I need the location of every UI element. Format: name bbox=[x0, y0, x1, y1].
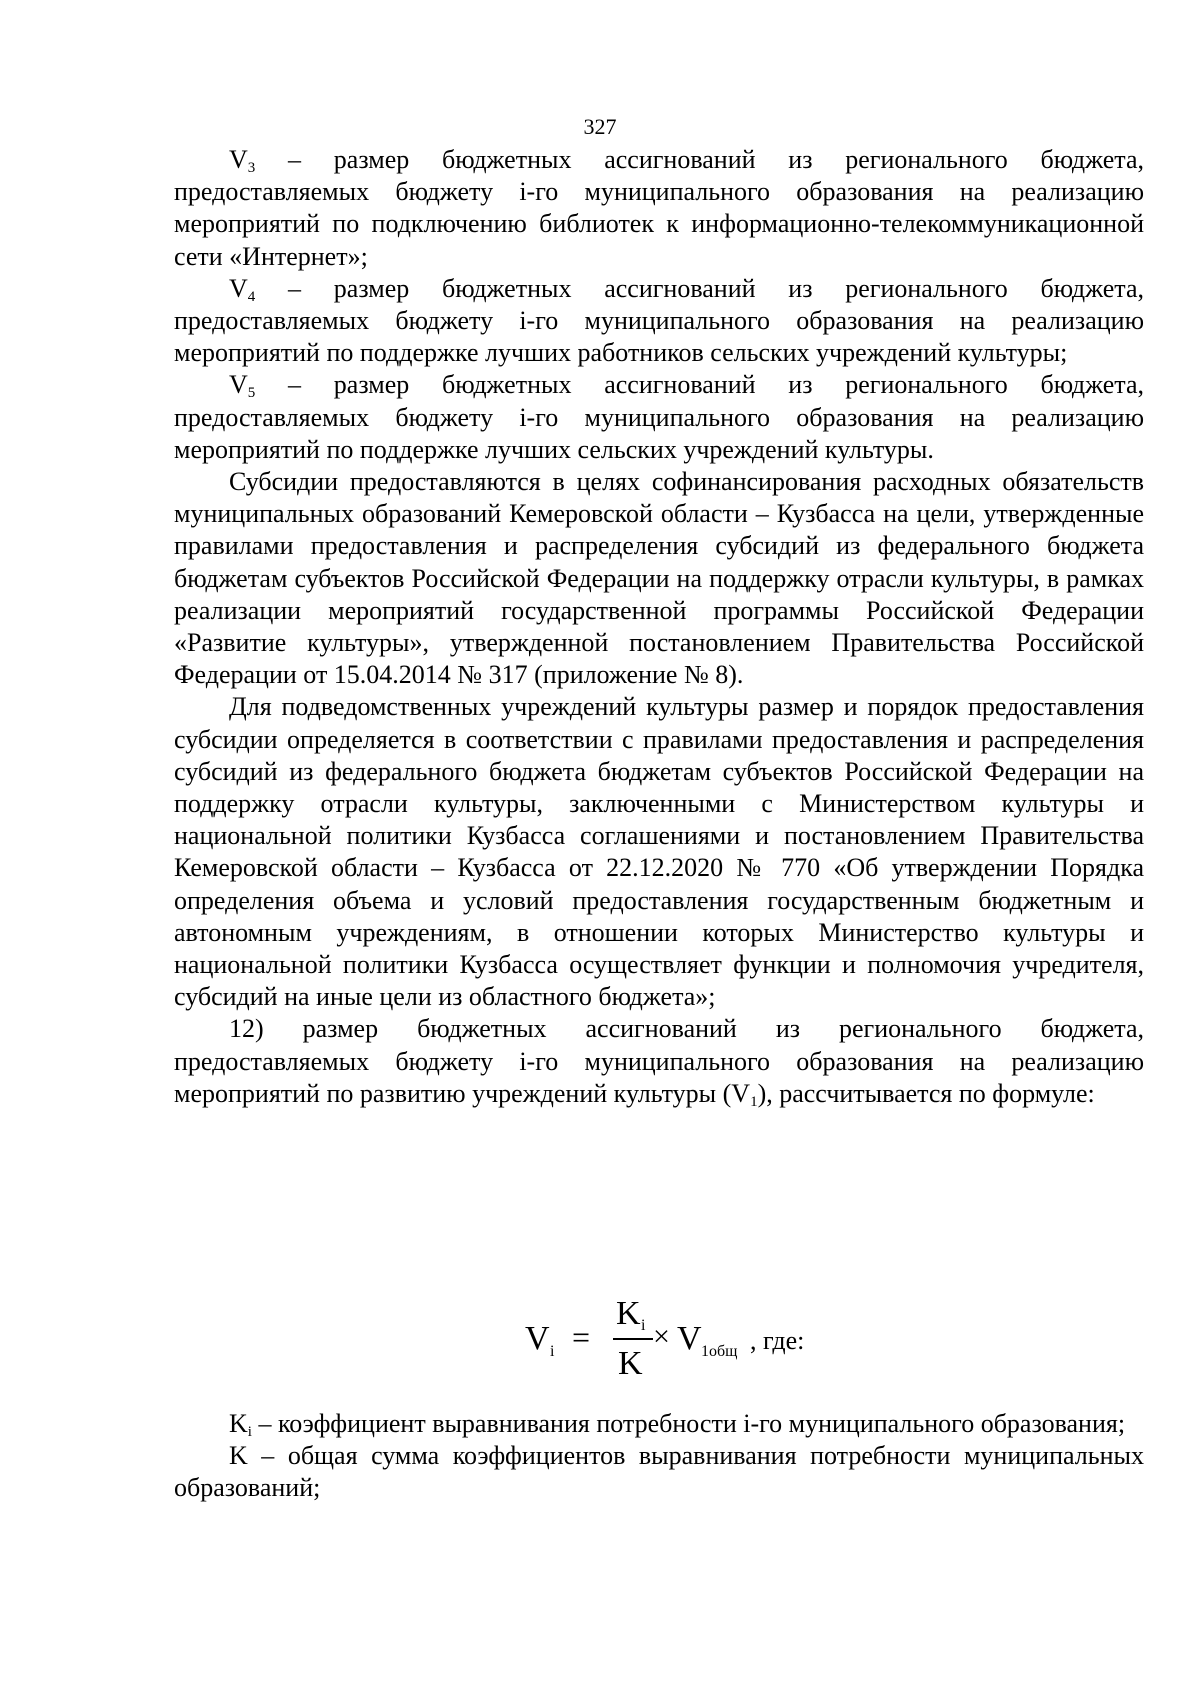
formula-rhs-subscript: 1общ bbox=[701, 1343, 738, 1360]
paragraph-item-12 bbox=[174, 1013, 1144, 1110]
formula bbox=[525, 1294, 925, 1384]
paragraph-subsidies: Субсидии предоставляются в целях софинансирования расходных обязательств муниципальных образований Кемеровской области – Кузбасса на цели, утвержденные правилами предоставления и распределения субсидий из федерального бюджета бюджетам субъектов Российской Федерации на поддержку отрасли культуры, в рамках реализации мероприятий государственной программы Российской Федерации «Развитие культуры», утвержденной постановлением Правительства Российской Федерации от 15.04.2014 № 317 (приложение № 8). bbox=[174, 467, 1144, 690]
definition-text: – коэффициент выравнивания потребности i-го муниципального образования; bbox=[251, 1409, 1126, 1438]
paragraph-text: 12) размер бюджетных ассигнований из регионального бюджета, предоставляемых бюджету i-го муниципального образования на реализацию мероприятий по развитию учреждений культуры (V bbox=[174, 1014, 1144, 1108]
definition-text: – общая сумма коэффициентов выравнивания потребности муниципальных образований; bbox=[174, 1441, 1144, 1503]
formula-rhs: V bbox=[677, 1320, 702, 1357]
page-number: 327 bbox=[583, 114, 617, 139]
paragraph-text: ), рассчитывается по формуле: bbox=[757, 1078, 1095, 1108]
formula-numerator-subscript: i bbox=[641, 1317, 646, 1334]
variable-symbol: V bbox=[229, 370, 248, 400]
variable-subscript: 3 bbox=[247, 160, 256, 176]
formula-times-sign: × bbox=[653, 1320, 670, 1353]
definition-k bbox=[174, 1440, 1144, 1504]
paragraph-text: – размер бюджетных ассигнований из регионального бюджета, предоставляемых бюджету i-го муниципального образования на реализацию мероприятий по поддержке лучших сельских учреждений культуры. bbox=[174, 370, 1144, 464]
formula-denominator: K bbox=[618, 1345, 643, 1382]
variable-subscript: 5 bbox=[247, 385, 256, 402]
variable-symbol: K bbox=[229, 1409, 248, 1438]
variable-symbol: V bbox=[229, 145, 248, 174]
definition-ki bbox=[174, 1408, 1144, 1440]
paragraph-subordinate-institutions: Для подведомственных учреждений культуры размер и порядок предоставления субсидии определяется в соответствии с правилами предоставления и распределения субсидий из федерального бюджета бюджетам субъектов Российской Федерации на поддержку отрасли культуры, заключенными с Министерством культуры и национальной политики Кузбасса соглашениями и постановлением Правительства Кемеровской области – Кузбасса от 22.12.2020 № 770 «Об утверждении Порядка определения объема и условий предоставления государственным бюджетным и автономным учреждениям, в отношении которых Министерство культуры и национальной политики Кузбасса осуществляет функции и полномочия учредителя, субсидий на иные цели из областного бюджета»; bbox=[174, 692, 1144, 1012]
paragraph-v3-definition bbox=[174, 144, 1144, 273]
variable-subscript: 4 bbox=[247, 288, 256, 305]
variable-symbol: K bbox=[229, 1441, 248, 1471]
formula-lhs: V bbox=[525, 1320, 550, 1357]
paragraph-v5-definition bbox=[174, 369, 1144, 466]
formula-equals-sign: = bbox=[572, 1319, 591, 1355]
formula-lhs-subscript: i bbox=[550, 1343, 555, 1360]
formula-numerator: K bbox=[616, 1295, 641, 1332]
definitions-text bbox=[174, 1408, 1144, 1505]
paragraph-v4-definition bbox=[174, 273, 1144, 370]
variable-subscript: i bbox=[247, 1424, 252, 1440]
formula-fraction-bar bbox=[613, 1338, 653, 1340]
main-text bbox=[174, 144, 1144, 1110]
paragraph-text: – размер бюджетных ассигнований из регионального бюджета, предоставляемых бюджету i-го муниципального образования на реализацию мероприятий по подключению библиотек к информационно-телекоммуникационной сети «Интернет»; bbox=[174, 145, 1144, 271]
variable-subscript: 1 bbox=[750, 1093, 758, 1110]
variable-symbol: V bbox=[229, 273, 248, 303]
formula-tail: , где: bbox=[750, 1326, 805, 1355]
paragraph-text: – размер бюджетных ассигнований из регионального бюджета, предоставляемых бюджету i-го муниципального образования на реализацию мероприятий по поддержке лучших работников сельских учреждений культуры; bbox=[174, 273, 1144, 368]
